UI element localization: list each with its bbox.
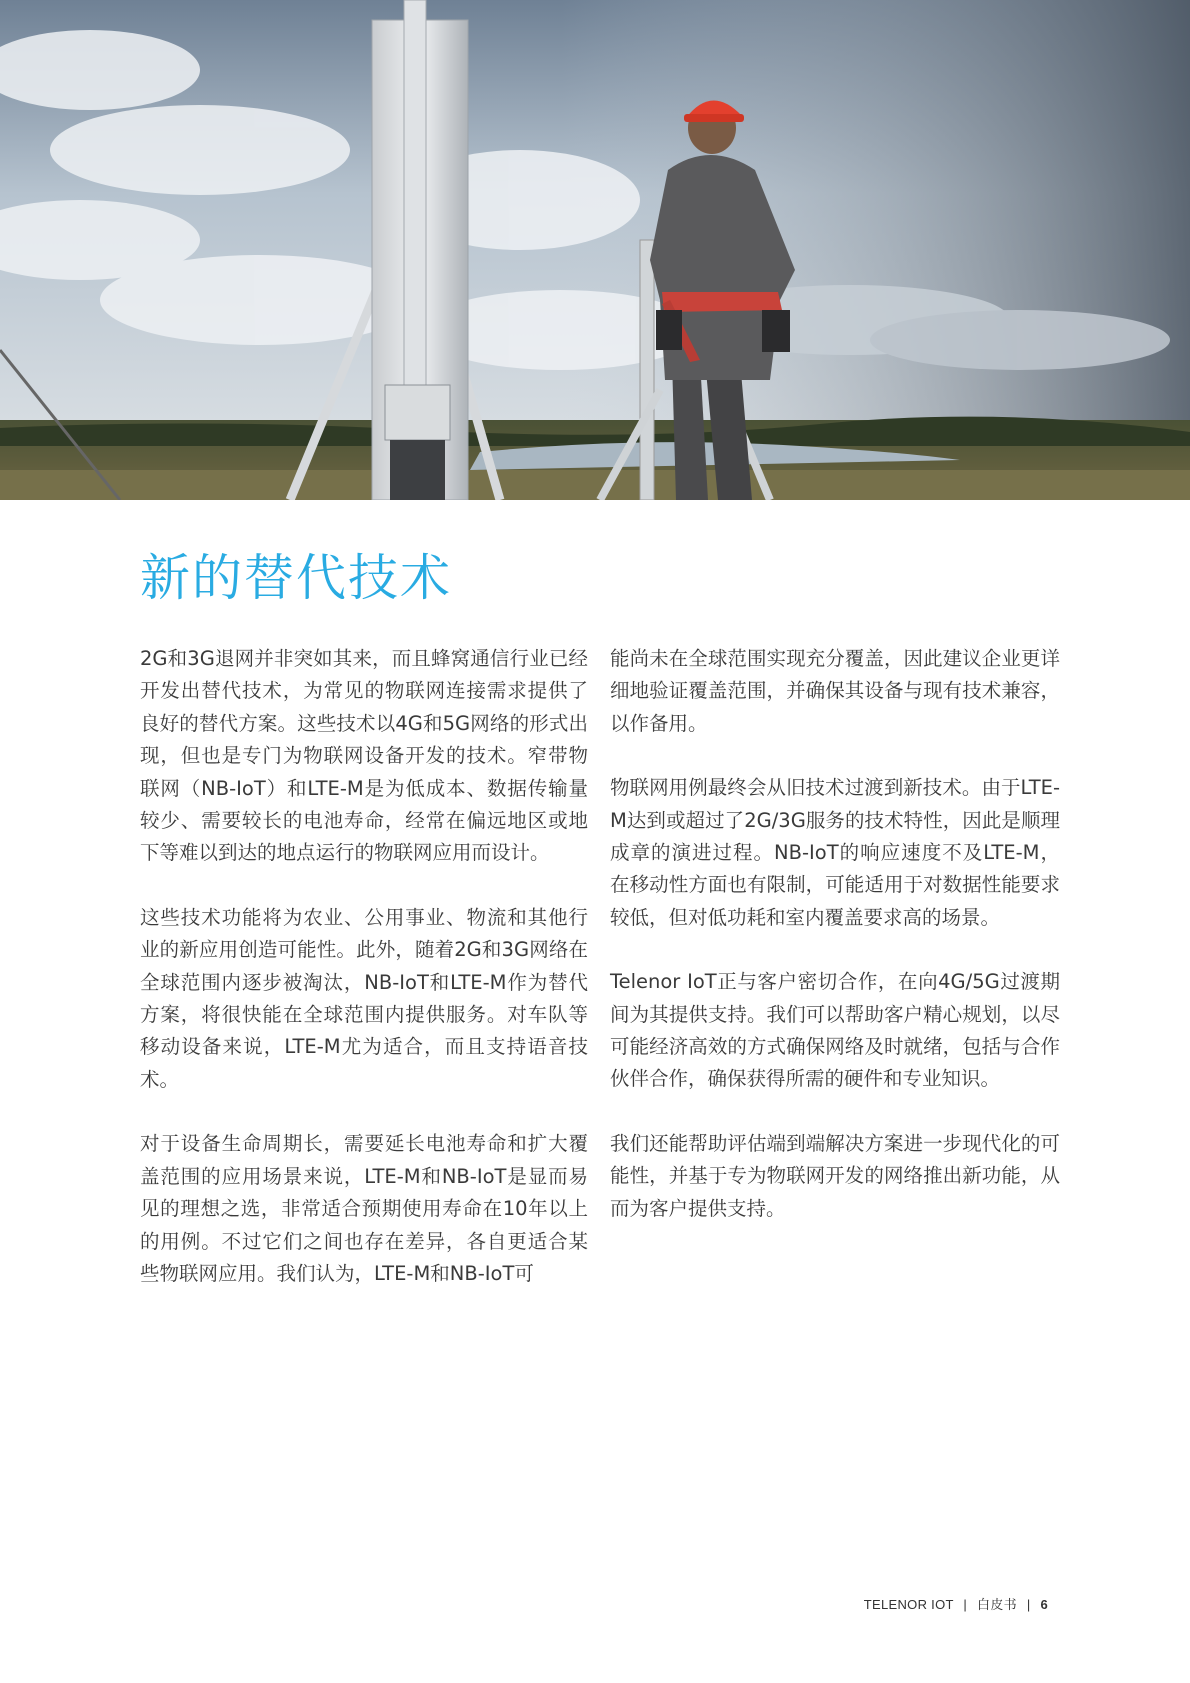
page-footer	[864, 1594, 1048, 1613]
footer-doc-type: 白皮书	[977, 1597, 1017, 1612]
hero-illustration	[0, 0, 1190, 500]
left-column	[140, 643, 588, 1322]
footer-separator: |	[963, 1597, 968, 1612]
hero-photo	[0, 0, 1190, 500]
paragraph: 对于设备生命周期长，需要延长电池寿命和扩大覆盖范围的应用场景来说，LTE-M和NB-IoT是显而易见的理想之选，非常适合预期使用寿命在10年以上的用例。不过它们之间也存在差异，各自更适合某些物联网应用。我们认为，LTE-M和NB-IoT可	[140, 1132, 588, 1285]
right-column	[610, 643, 1060, 1257]
page-number: 6	[1040, 1597, 1048, 1612]
footer-brand: TELENOR IOT	[863, 1597, 954, 1612]
paragraph: 物联网用例最终会从旧技术过渡到新技术。由于LTE-M达到或超过了2G/3G服务的技术特性，因此是顺理成章的演进过程。NB-IoT的响应速度不及LTE-M，在移动性方面也有限制，可能适用于对数据性能要求较低，但对低功耗和室内覆盖要求高的场景。	[610, 776, 1060, 929]
paragraph: 这些技术功能将为农业、公用事业、物流和其他行业的新应用创造可能性。此外，随着2G和3G网络在全球范围内逐步被淘汰，NB-IoT和LTE-M作为替代方案，将很快能在全球范围内提供服务。对车队等移动设备来说，LTE-M尤为适合，而且支持语音技术。	[140, 905, 588, 1091]
page-title: 新的替代技术	[140, 549, 452, 607]
cable-bundle	[390, 440, 445, 500]
equipment-box	[385, 385, 450, 440]
small-pole	[640, 240, 654, 500]
footer-separator: |	[1026, 1597, 1031, 1612]
paragraph: 能尚未在全球范围实现充分覆盖，因此建议企业更详细地验证覆盖范围，并确保其设备与现有技术兼容，以作备用。	[610, 647, 1060, 735]
fields	[0, 470, 1190, 500]
paragraph: 我们还能帮助评估端到端解决方案进一步现代化的可能性，并基于专为物联网开发的网络推出新功能，从而为客户提供支持。	[610, 1131, 1060, 1220]
paragraph: 2G和3G退网并非突如其来，而且蜂窝通信行业已经开发出替代技术，为常见的物联网连接需求提供了良好的替代方案。这些技术以4G和5G网络的形式出现，但也是专门为物联网设备开发的技术。窄带物联网（NB-IoT）和LTE-M是为低成本、数据传输量较少、需要较长的电池寿命，经常在偏远地区或地下等难以到达的地点运行的物联网应用而设计。	[140, 647, 588, 865]
paragraph: Telenor IoT正与客户密切合作，在向4G/5G过渡期间为其提供支持。我们可以帮助客户精心规划，以尽可能经济高效的方式确保网络及时就绪，包括与合作伙伴合作，确保获得所需的硬件和专业知识。	[610, 970, 1060, 1091]
